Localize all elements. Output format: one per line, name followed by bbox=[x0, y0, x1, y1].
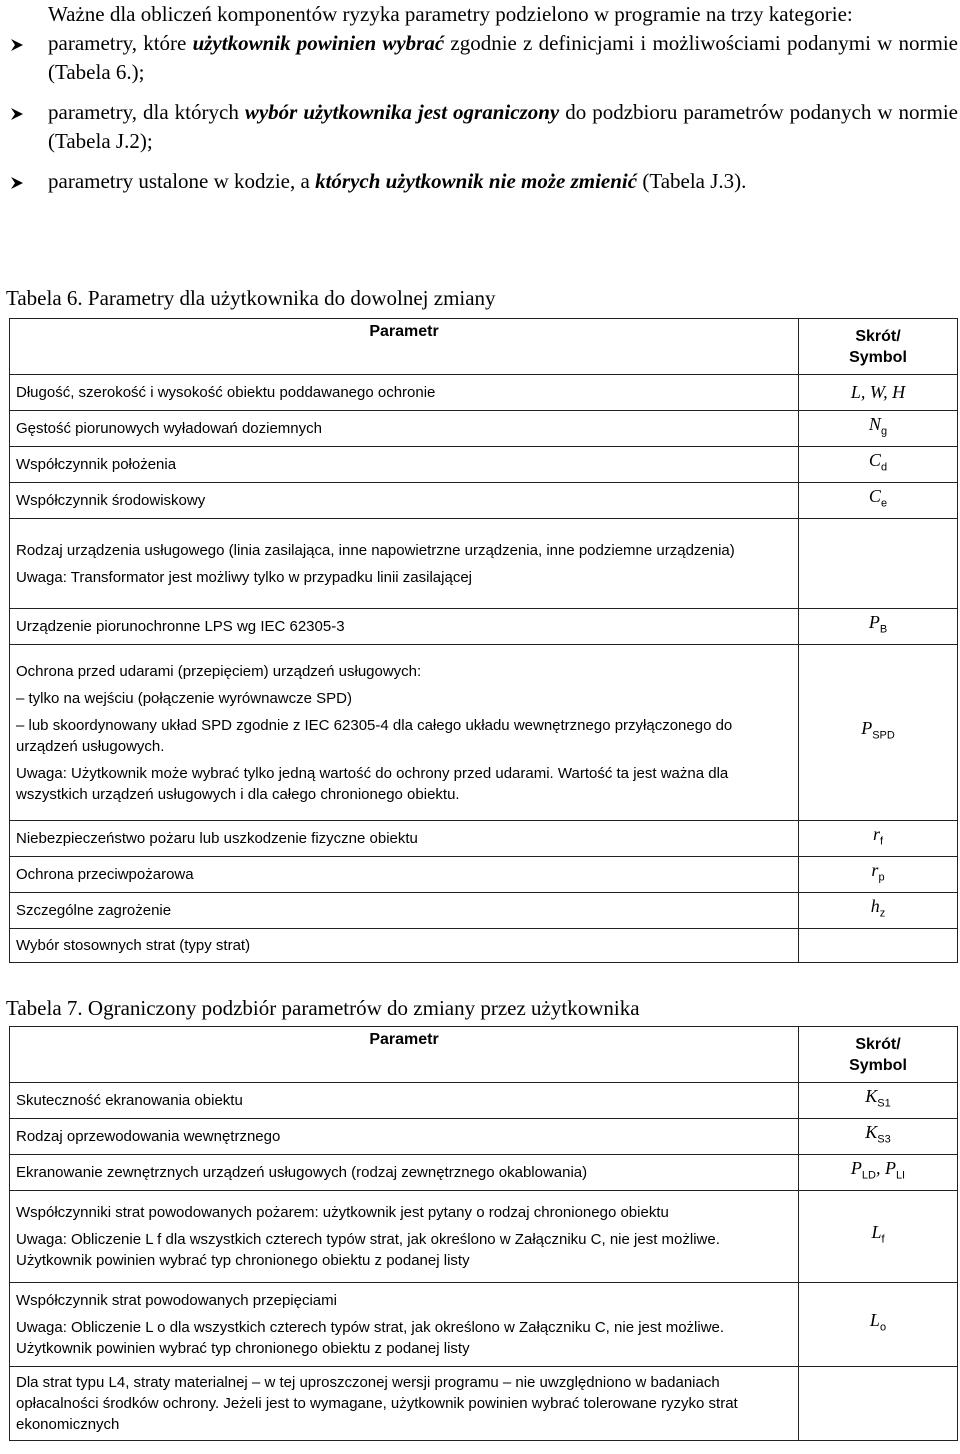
symbol-header: Skrót/ Symbol bbox=[799, 1027, 958, 1083]
symbol-cell bbox=[799, 519, 958, 609]
param-cell: Długość, szerokość i wysokość obiektu poddawanego ochronie bbox=[10, 375, 799, 411]
category-text: parametry, dla których bbox=[48, 100, 245, 124]
param-cell: Niebezpieczeństwo pożaru lub uszkodzenie fizyczne obiektu bbox=[10, 821, 799, 857]
table6-caption: Tabela 6. Parametry dla użytkownika do dowolnej zmiany bbox=[6, 286, 496, 310]
table-row bbox=[10, 483, 958, 519]
category-emphasis: których użytkownik nie może zmienić bbox=[315, 169, 638, 193]
symbol-cell: $L_f$ bbox=[799, 1191, 958, 1283]
category-text: zgodnie z definicjami i możliwościami podanymi w normie (Tabela 6.); bbox=[48, 31, 958, 84]
symbol-cell: L, W, H bbox=[799, 375, 958, 411]
param-cell: Skuteczność ekranowania obiektu bbox=[10, 1083, 799, 1119]
param-cell: Wybór stosownych strat (typy strat) bbox=[10, 929, 799, 963]
symbol-cell: $h_z$ bbox=[799, 893, 958, 929]
category-emphasis: wybór użytkownika jest ograniczony bbox=[244, 100, 560, 124]
symbol-header: Skrót/ Symbol bbox=[799, 319, 958, 375]
symbol-cell: $K_{S1}$ bbox=[799, 1083, 958, 1119]
intro-section bbox=[6, 0, 958, 196]
table-row bbox=[10, 447, 958, 483]
table-row bbox=[10, 1191, 958, 1283]
table-header-row bbox=[10, 319, 958, 375]
category-item bbox=[6, 29, 958, 87]
param-cell: Ochrona przed udarami (przepięciem) urządzeń usługowych: – tylko na wejściu (połączenie wyrównawcze SPD) – lub skoordynowany układ SPD zgodnie z IEC 62305-4 dla całego układu wewnętrznego przyłączonego do urządzeń usługowych. Uwaga: Użytkownik może wybrać tylko jedną wartość do ochrony przed udarami. Wartość ta jest ważna dla wszystkich urządzeń usługowych i dla całego chronionego obiektu. bbox=[10, 645, 799, 821]
symbol-cell: $N_g$ bbox=[799, 411, 958, 447]
param-cell: Rodzaj oprzewodowania wewnętrznego bbox=[10, 1119, 799, 1155]
category-text: parametry ustalone w kodzie, a bbox=[48, 169, 316, 193]
symbol-cell: $K_{S3}$ bbox=[799, 1119, 958, 1155]
category-item bbox=[6, 167, 958, 196]
param-cell: Współczynnik środowiskowy bbox=[10, 483, 799, 519]
table-row bbox=[10, 411, 958, 447]
arrow-bullet-icon bbox=[10, 38, 24, 52]
table-row bbox=[10, 821, 958, 857]
table-row bbox=[10, 645, 958, 821]
param-cell: Dla strat typu L4, straty materialnej – w tej uproszczonej wersji programu – nie uwzględniono w badaniach opłacalności środków ochrony. Jeżeli jest to wymagane, użytkownik powinien wybrać tolerowane ryzyko strat ekonomicznych bbox=[10, 1367, 799, 1441]
param-cell: Ochrona przeciwpożarowa bbox=[10, 857, 799, 893]
category-item bbox=[6, 98, 958, 156]
symbol-cell: $C_d$ bbox=[799, 447, 958, 483]
symbol-cell: $P_B$ bbox=[799, 609, 958, 645]
param-cell: Gęstość piorunowych wyładowań doziemnych bbox=[10, 411, 799, 447]
param-cell: Rodzaj urządzenia usługowego (linia zasilająca, inne napowietrzne urządzenia, inne podziemne urządzenia) Uwaga: Transformator jest możliwy tylko w przypadku linii zasilającej bbox=[10, 519, 799, 609]
table-row bbox=[10, 519, 958, 609]
symbol-cell: $C_e$ bbox=[799, 483, 958, 519]
category-text: (Tabela J.3). bbox=[637, 169, 747, 193]
table-row bbox=[10, 1283, 958, 1367]
param-cell: Szczególne zagrożenie bbox=[10, 893, 799, 929]
symbol-cell: $P_{SPD}$ bbox=[799, 645, 958, 821]
symbol-cell: $L_o$ bbox=[799, 1283, 958, 1367]
category-text: parametry, które bbox=[48, 31, 193, 55]
table7-caption: Tabela 7. Ograniczony podzbiór parametrów do zmiany przez użytkownika bbox=[6, 996, 640, 1020]
table-row bbox=[10, 1119, 958, 1155]
param-cell: Współczynniki strat powodowanych pożarem: użytkownik jest pytany o rodzaj chronionego obiektu Uwaga: Obliczenie L f dla wszystkich czterech typów strat, jak określono w Załączniku C, nie jest możliwe. Użytkownik powinien wybrać typ chronionego obiektu z podanej listy bbox=[10, 1191, 799, 1283]
param-cell: Urządzenie piorunochronne LPS wg IEC 62305-3 bbox=[10, 609, 799, 645]
table-row bbox=[10, 893, 958, 929]
symbol-cell: $r_f$ bbox=[799, 821, 958, 857]
category-text: do podzbioru parametrów podanych w normie (Tabela J.2); bbox=[48, 100, 958, 153]
symbol-cell: $r_p$ bbox=[799, 857, 958, 893]
table6 bbox=[9, 318, 958, 963]
param-cell: Współczynnik położenia bbox=[10, 447, 799, 483]
arrow-bullet-icon bbox=[10, 107, 24, 121]
param-cell: Współczynnik strat powodowanych przepięciami Uwaga: Obliczenie L o dla wszystkich czterech typów strat, jak określono w Załączniku C, nie jest możliwe. Użytkownik powinien wybrać typ chronionego obiektu z podanej listy bbox=[10, 1283, 799, 1367]
intro-lead: Ważne dla obliczeń komponentów ryzyka parametry podzielono w programie na trzy kategorie: bbox=[48, 2, 853, 26]
param-header: Parametr bbox=[10, 1027, 799, 1083]
table-row bbox=[10, 609, 958, 645]
table-row bbox=[10, 857, 958, 893]
category-emphasis: użytkownik powinien wybrać bbox=[192, 31, 445, 55]
table-row bbox=[10, 1367, 958, 1441]
category-list bbox=[6, 29, 958, 196]
symbol-cell bbox=[799, 929, 958, 963]
table-row bbox=[10, 375, 958, 411]
param-cell: Ekranowanie zewnętrznych urządzeń usługowych (rodzaj zewnętrznego okablowania) bbox=[10, 1155, 799, 1191]
symbol-cell bbox=[799, 1367, 958, 1441]
table-row bbox=[10, 929, 958, 963]
param-header: Parametr bbox=[10, 319, 799, 375]
table-row bbox=[10, 1155, 958, 1191]
symbol-cell: $P_{LD}$, $P_{LI}$ bbox=[799, 1155, 958, 1191]
arrow-bullet-icon bbox=[10, 176, 24, 190]
table7 bbox=[9, 1026, 958, 1441]
table-header-row bbox=[10, 1027, 958, 1083]
table-row bbox=[10, 1083, 958, 1119]
